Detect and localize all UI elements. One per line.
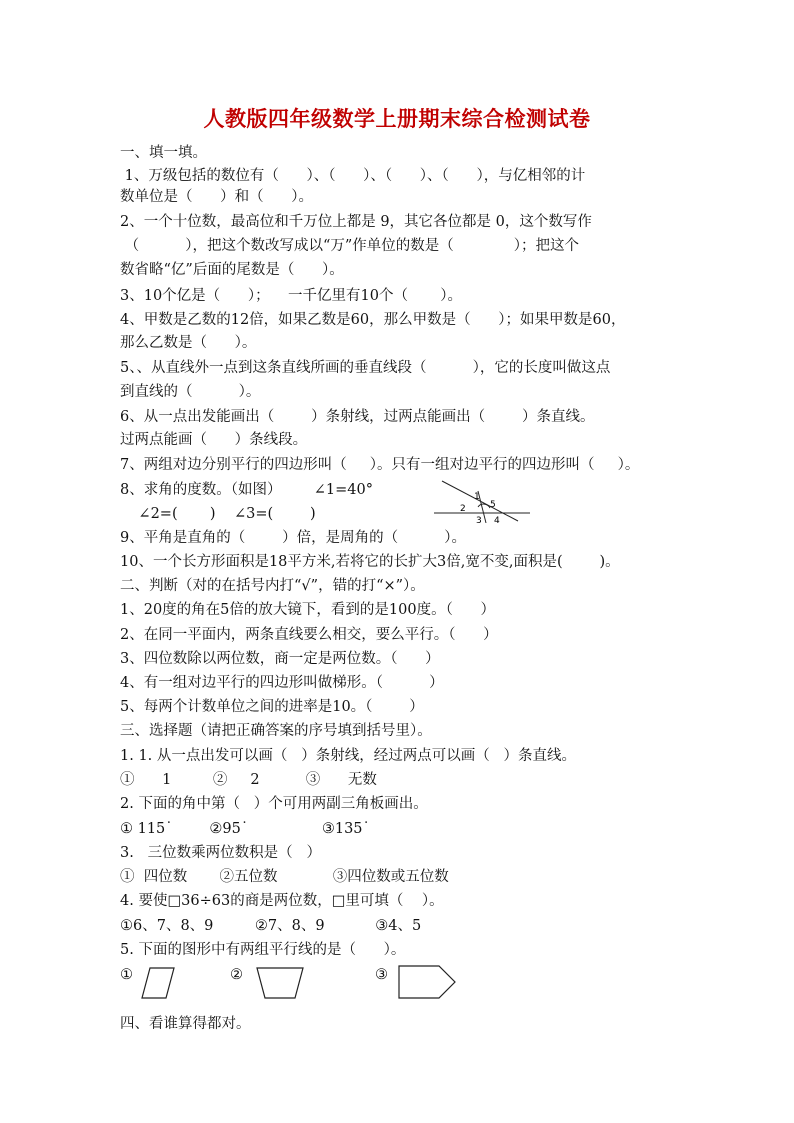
angle-label: 2: [460, 504, 466, 514]
question-line: 4. 要使□36÷63的商是两位数，□里可填（ ）。: [120, 893, 444, 909]
question-line: 5、每两个计数单位之间的进率是10。（ ）: [120, 699, 424, 715]
section-heading-judge: 二、判断（对的在括号内打“√”，错的打“×”）。: [120, 578, 425, 594]
angle-label: 1: [474, 492, 480, 502]
angle-arc: [478, 504, 490, 508]
question-line: 数单位是（ ）和（ ）。: [120, 189, 314, 205]
question-line: 9、平角是直角的（ ）倍，是周角的（ ）。: [120, 530, 466, 546]
question-line: 1、20度的角在5倍的放大镜下，看到的是100度。（ ）: [120, 602, 495, 618]
trapezoid-shape: [255, 966, 305, 1000]
section-heading-fill: 一、填一填。: [120, 145, 207, 161]
angle-label: 3: [476, 516, 482, 523]
question-line: 3. 三位数乘两位数积是（ ）: [120, 845, 321, 861]
question-line: 过两点能画（ ）条线段。: [120, 432, 308, 448]
parallelogram-shape: [140, 966, 176, 1000]
section-heading-calc: 四、看谁算得都对。: [120, 1016, 251, 1032]
pentagon-shape: [397, 964, 459, 1000]
option-line: ① 115˙ ②95˙ ③135˙: [120, 821, 370, 837]
question-line: 到直线的（ ）。: [120, 384, 261, 400]
question-line: 数省略“亿”后面的尾数是（ ）。: [120, 262, 344, 278]
question-line: 10、一个长方形面积是18平方米,若将它的长扩大3倍,宽不变,面积是( )。: [120, 554, 620, 570]
question-line: 4、有一组对边平行的四边形叫做梯形。（ ）: [120, 675, 444, 691]
question-line: 5. 下面的图形中有两组平行线的是（ ）。: [120, 942, 406, 958]
question-line: 1. 1. 从一点出发可以画（ ）条射线，经过两点可以画（ ）条直线。: [120, 748, 577, 764]
section-heading-choice: 三、选择题（请把正确答案的序号填到括号里）。: [120, 723, 432, 739]
option-line: ① 四位数 ②五位数 ③四位数或五位数: [120, 869, 449, 885]
question-line: 2. 下面的角中第（ ）个可用两副三角板画出。: [120, 796, 428, 812]
shape-option-label: ①: [120, 967, 133, 983]
shape-option-label: ②: [230, 967, 243, 983]
question-line: 4、甲数是乙数的12倍，如果乙数是60，那么甲数是（ ）；如果甲数是60，: [120, 312, 626, 328]
angle-label: 4: [494, 516, 500, 523]
question-line: 2、一个十位数，最高位和千万位上都是 9，其它各位都是 0，这个数写作: [120, 214, 592, 230]
question-line: 1、万级包括的数位有（ ）、（ ）、（ ）、（ ），与亿相邻的计: [120, 168, 586, 184]
shape-option-label: ③: [375, 967, 388, 983]
question-line: 那么乙数是（ ）。: [120, 335, 257, 351]
page-title: 人教版四年级数学上册期末综合检测试卷: [203, 106, 591, 131]
question-line: 6、从一点出发能画出（ ）条射线，过两点能画出（ ）条直线。: [120, 409, 595, 425]
question-line: （ ），把这个数改写成以“万”作单位的数是（ ）；把这个: [120, 238, 579, 254]
option-line: ① 1 ② 2 ③ 无数: [120, 772, 377, 788]
question-line: 8、求角的度数。（如图） ∠1=40°: [120, 482, 373, 498]
question-line: ∠2=( ) ∠3=( ): [120, 506, 316, 522]
question-line: 3、10个亿是（ ）； 一千亿里有10个（ ）。: [120, 288, 462, 304]
angle-label: 5: [490, 500, 496, 510]
question-line: 2、在同一平面内，两条直线要么相交，要么平行。（ ）: [120, 627, 498, 643]
option-line: ①6、7、8、9 ②7、8、9 ③4、5: [120, 918, 422, 934]
question-line: 7、两组对边分别平行的四边形叫（ ）。只有一组对边平行的四边形叫（ ）。: [120, 457, 640, 473]
question-line: 5、、从直线外一点到这条直线所画的垂直线段（ ），它的长度叫做这点: [120, 360, 611, 376]
angle-diagram: [432, 477, 532, 523]
question-line: 3、四位数除以两位数，商一定是两位数。（ ）: [120, 651, 440, 667]
